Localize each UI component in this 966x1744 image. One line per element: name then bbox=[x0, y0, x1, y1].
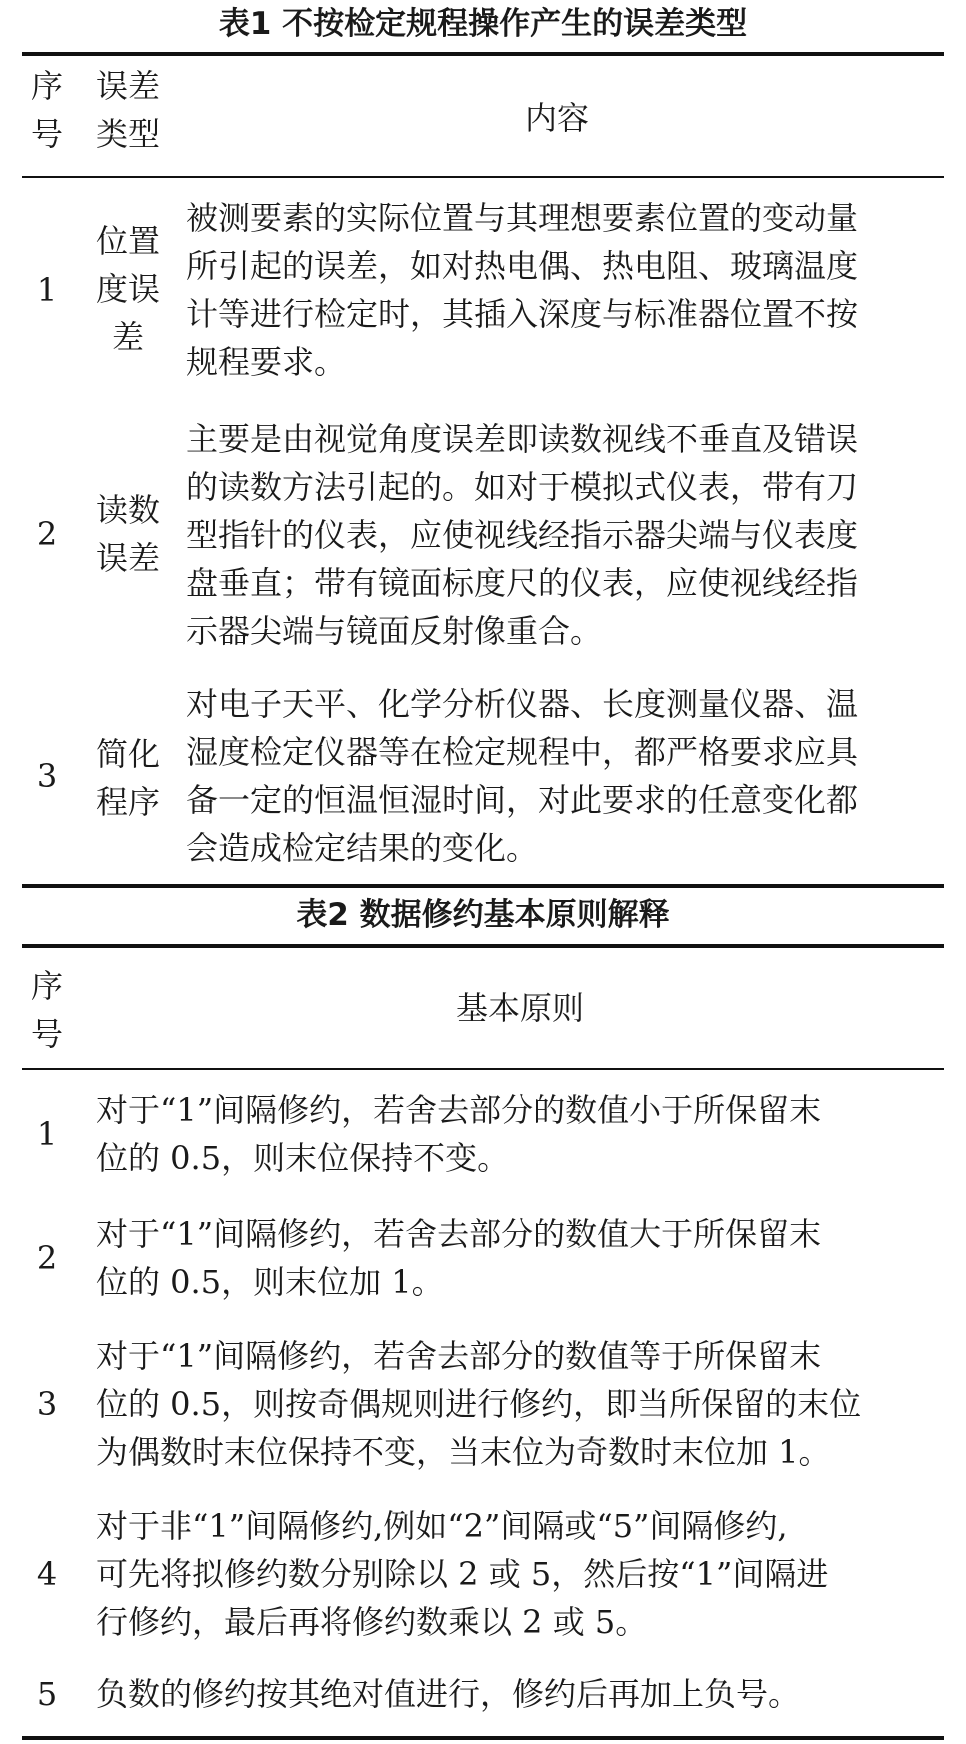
table2-caption: 表2 数据修约基本原则解释 bbox=[296, 897, 670, 933]
table2-row4-content-line: 行修约，最后再将修约数乘以 2 或 5。 bbox=[96, 1603, 648, 1641]
table1-row2-content-line: 盘垂直；带有镜面标度尺的仪表，应使视线经指 bbox=[186, 564, 859, 602]
table1-row1-type bbox=[88, 217, 168, 361]
table2-header-principle: 基本原则 bbox=[455, 989, 584, 1027]
table2-row4-content-line: 对于非“1”间隔修约,例如“2”间隔或“5”间隔修约, bbox=[96, 1507, 788, 1545]
table1-row1-no: 1 bbox=[36, 271, 58, 309]
table2-row1-no: 1 bbox=[36, 1115, 58, 1153]
table1-row3-content-line: 备一定的恒温恒湿时间，对此要求的任意变化都 bbox=[186, 781, 859, 819]
table1-row2-content-line: 的读数方法引起的。如对于模拟式仪表，带有刀 bbox=[186, 468, 859, 506]
table1-row3-content bbox=[186, 680, 946, 872]
table1-row1-content-line: 所引起的误差，如对热电偶、热电阻、玻璃温度 bbox=[186, 247, 859, 285]
table2-row5-content bbox=[96, 1670, 946, 1718]
table1-row1-content bbox=[186, 194, 946, 386]
table1-header-rule bbox=[22, 176, 944, 178]
table2-row4-content-line: 可先将拟修约数分别除以 2 或 5，然后按“1”间隔进 bbox=[96, 1555, 829, 1593]
table1-header-no bbox=[22, 62, 72, 158]
table1-bottom-rule bbox=[22, 884, 944, 888]
table1-row2-content-line: 主要是由视觉角度误差即读数视线不垂直及错误 bbox=[186, 420, 859, 458]
table1-row3-content-line: 对电子天平、化学分析仪器、长度测量仪器、温 bbox=[186, 685, 859, 723]
table2-row5-content-line: 负数的修约按其绝对值进行，修约后再加上负号。 bbox=[96, 1675, 801, 1713]
table1-row2-content-line: 示器尖端与镜面反射像重合。 bbox=[186, 612, 603, 650]
table2-row5-no: 5 bbox=[36, 1675, 58, 1713]
table1-header-no-line2: 号 bbox=[30, 115, 63, 153]
table1-caption: 表1 不按检定规程操作产生的误差类型 bbox=[218, 6, 748, 42]
table2-row2-content-line: 对于“1”间隔修约，若舍去部分的数值大于所保留末 bbox=[96, 1215, 822, 1253]
table1-row1-type-line: 位置 bbox=[95, 222, 160, 260]
table2-header-rule bbox=[22, 1068, 944, 1070]
table1-row1-type-line: 度误 bbox=[95, 270, 160, 308]
table2-row3-content-line: 为偶数时末位保持不变，当末位为奇数时末位加 1。 bbox=[96, 1433, 831, 1471]
table2-top-rule bbox=[22, 944, 944, 948]
table2-row2-content bbox=[96, 1210, 946, 1306]
table1-header-no-line1: 序 bbox=[30, 67, 63, 105]
table2-row4-content bbox=[96, 1502, 946, 1646]
table1-row3-type-line: 简化 bbox=[95, 735, 160, 773]
table1-row2-content-line: 型指针的仪表，应使视线经指示器尖端与仪表度 bbox=[186, 516, 859, 554]
table1-row2-content bbox=[186, 415, 946, 655]
table1-header-type-line1: 误差 bbox=[95, 67, 160, 105]
table1-row2-type bbox=[88, 486, 168, 582]
table1-row1-content-line: 规程要求。 bbox=[186, 343, 347, 381]
table1-header-type bbox=[88, 62, 168, 158]
table2-row4-no: 4 bbox=[36, 1555, 58, 1593]
table2-row3-content-line: 对于“1”间隔修约，若舍去部分的数值等于所保留末 bbox=[96, 1337, 822, 1375]
table1-row3-type-line: 程序 bbox=[95, 783, 160, 821]
table1-header-content: 内容 bbox=[524, 99, 589, 137]
table1-top-rule bbox=[22, 52, 944, 56]
table2-row2-no: 2 bbox=[36, 1239, 58, 1277]
table1-row1-type-line: 差 bbox=[111, 318, 144, 356]
table1-header-type-line2: 类型 bbox=[95, 115, 160, 153]
table1-row1-content-line: 计等进行检定时，其插入深度与标准器位置不按 bbox=[186, 295, 859, 333]
table1-row3-no: 3 bbox=[36, 757, 58, 795]
table2-header-no-line1: 序 bbox=[30, 967, 63, 1005]
table2-header-no-line2: 号 bbox=[30, 1015, 63, 1053]
table1-row3-content-line: 会造成检定结果的变化。 bbox=[186, 829, 539, 867]
table2-row3-content-line: 位的 0.5，则按奇偶规则进行修约，即当所保留的末位 bbox=[96, 1385, 862, 1423]
table1-row2-no: 2 bbox=[36, 515, 58, 553]
table2-row3-content bbox=[96, 1332, 946, 1476]
table2-row1-content bbox=[96, 1086, 946, 1182]
table1-row3-type bbox=[88, 730, 168, 826]
table2-row3-no: 3 bbox=[36, 1385, 58, 1423]
table1-row2-type-line: 误差 bbox=[95, 539, 160, 577]
table1-row1-content-line: 被测要素的实际位置与其理想要素位置的变动量 bbox=[186, 199, 859, 237]
table2-row1-content-line: 位的 0.5，则末位保持不变。 bbox=[96, 1139, 510, 1177]
table1-row2-type-line: 读数 bbox=[95, 491, 160, 529]
table2-row2-content-line: 位的 0.5，则末位加 1。 bbox=[96, 1263, 444, 1301]
table2-bottom-rule bbox=[22, 1736, 944, 1740]
table2-row1-content-line: 对于“1”间隔修约，若舍去部分的数值小于所保留末 bbox=[96, 1091, 822, 1129]
table1-row3-content-line: 湿度检定仪器等在检定规程中，都严格要求应具 bbox=[186, 733, 859, 771]
table2-header-no bbox=[22, 962, 72, 1058]
